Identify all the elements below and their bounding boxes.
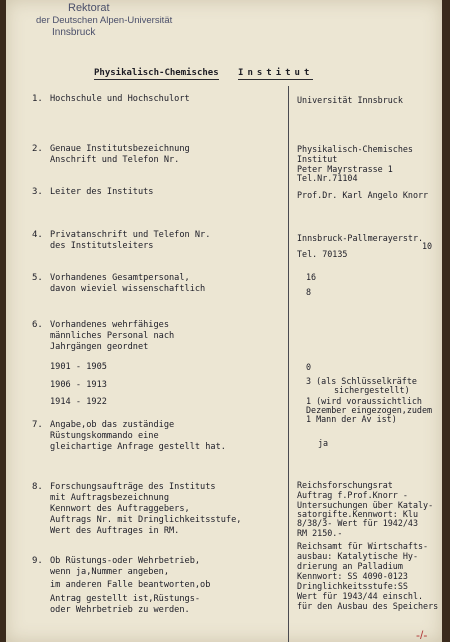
item-9-question-line1: Ob Rüstungs-oder Wehrbetrieb, [50, 556, 201, 566]
item-8-answer-line6: RM 2150.- [297, 528, 343, 538]
item-8-answer-line2: Auftrag f.Prof.Knorr - [297, 490, 408, 500]
continuation-mark: -/- [416, 628, 428, 642]
item-2-question-line2: Anschrift und Telefon Nr. [50, 155, 180, 165]
item-5-question-line2: davon wieviel wissenschaftlich [50, 284, 206, 294]
item-3-answer: Prof.Dr. Karl Angelo Knorr [297, 190, 429, 200]
item-7-answer: ja [318, 438, 329, 448]
item-2-question-line1: Genaue Institutsbezeichnung [50, 144, 190, 154]
item-8-question-line5: Wert des Auftrages in RM. [50, 526, 180, 536]
item-5-answer-line1: 16 [306, 272, 317, 282]
item-8-answer-line5: 8/38/3- Wert für 1942/43 [297, 518, 419, 528]
item-8-question-line1: Forschungsaufträge des Instituts [50, 482, 216, 492]
item-9-question-line3: im anderen Falle beantworten,ob [50, 580, 211, 590]
item-8-question-line3: Kennwort des Auftraggebers, [50, 504, 190, 514]
item-8-answer-line3: Untersuchungen über Kataly- [297, 500, 434, 510]
item-9-question-line5: oder Wehrbetrieb zu werden. [50, 605, 190, 615]
cohort-3-years: 1914 - 1922 [50, 397, 107, 407]
letterhead-university: der Deutschen Alpen-Universität [36, 15, 173, 26]
item-7-number: 7. [32, 420, 43, 430]
item-9-question-line2: wenn ja,Nummer angeben, [50, 567, 169, 577]
item-2-answer-line1: Physikalisch-Chemisches [297, 144, 413, 154]
item-1-number: 1. [32, 94, 43, 104]
column-divider [288, 86, 289, 642]
item-1-question: Hochschule und Hochschulort [50, 94, 190, 104]
item-7-question-line3: gleichartige Anfrage gestellt hat. [50, 442, 226, 452]
item-2-number: 2. [32, 144, 43, 154]
item-3-question: Leiter des Instituts [50, 187, 154, 197]
item-1-answer: Universität Innsbruck [297, 95, 403, 105]
item-6-question-line3: Jahrgängen geordnet [50, 342, 149, 352]
item-8-number: 8. [32, 482, 43, 492]
item-9-answer-line5: Dringlichkeitsstufe:SS [297, 581, 408, 591]
item-2-answer-line4: Tel.Nr.71104 [297, 173, 358, 183]
cohort-3-answer-line3: 1 Mann der Av ist) [306, 414, 397, 424]
item-9-answer-line1: Reichsamt für Wirtschafts- [297, 541, 429, 551]
item-5-question-line1: Vorhandenes Gesamtpersonal, [50, 273, 190, 283]
item-4-question-line1: Privatanschrift und Telefon Nr. [50, 230, 211, 240]
letterhead-city: Innsbruck [52, 27, 96, 38]
item-3-number: 3. [32, 187, 43, 197]
item-8-answer-line1: Reichsforschungsrat [297, 480, 393, 490]
cohort-3-answer-line1: 1 (wird voraussichtlich [306, 396, 422, 406]
item-7-question-line2: Rüstungskommando eine [50, 431, 159, 441]
title-part1: Physikalisch-Chemisches [94, 68, 219, 78]
cohort-2-years: 1906 - 1913 [50, 380, 107, 390]
item-6-question-line1: Vorhandenes wehrfähiges [50, 320, 169, 330]
item-4-question-line2: des Institutsleiters [50, 241, 154, 251]
cohort-2-answer-line1: 3 (als Schlüsselkräfte [306, 376, 417, 386]
item-9-answer-line2: ausbau: Katalytische Hy- [297, 551, 419, 561]
item-4-answer-line3: Tel. 70135 [297, 249, 348, 259]
item-9-answer-line4: Kennwort: SS 4090-0123 [297, 571, 408, 581]
item-2-answer-line2: Institut [297, 154, 338, 164]
item-2-answer-line3: Peter Mayrstrasse 1 [297, 164, 393, 174]
item-8-question-line4: Auftrags Nr. mit Dringlichkeitsstufe, [50, 515, 242, 525]
item-4-answer-line2: 10 [422, 241, 433, 251]
item-9-question-line4: Antrag gestellt ist,Rüstungs- [50, 594, 201, 604]
page-title [94, 68, 313, 78]
item-9-answer-line7: für den Ausbau des Speichers [297, 601, 439, 611]
item-9-answer-line3: drierung an Palladium [297, 561, 403, 571]
document-page [6, 0, 442, 642]
item-8-question-line2: mit Auftragsbezeichnung [50, 493, 169, 503]
item-5-answer-line2: 8 [306, 287, 312, 297]
item-6-number: 6. [32, 320, 43, 330]
item-4-number: 4. [32, 230, 43, 240]
cohort-3-answer-line2: Dezember eingezogen,zudem [306, 405, 433, 415]
item-8-answer-line4: satorgifte.Kennwort: Klu [297, 509, 419, 519]
title-part2: Institut [238, 68, 314, 78]
item-7-question-line1: Angabe,ob das zuständige [50, 420, 175, 430]
cohort-1-years: 1901 - 1905 [50, 362, 107, 372]
item-9-answer-line6: Wert für 1943/44 einschl. [297, 591, 424, 601]
cohort-2-answer-line2: sichergestellt) [334, 385, 410, 395]
item-9-number: 9. [32, 556, 43, 566]
letterhead-rektorat: Rektorat [68, 2, 110, 14]
item-5-number: 5. [32, 273, 43, 283]
item-4-answer-line1: Innsbruck-Pallmerayerstr. [297, 233, 424, 243]
cohort-1-answer: 0 [306, 362, 312, 372]
item-6-question-line2: männliches Personal nach [50, 331, 175, 341]
